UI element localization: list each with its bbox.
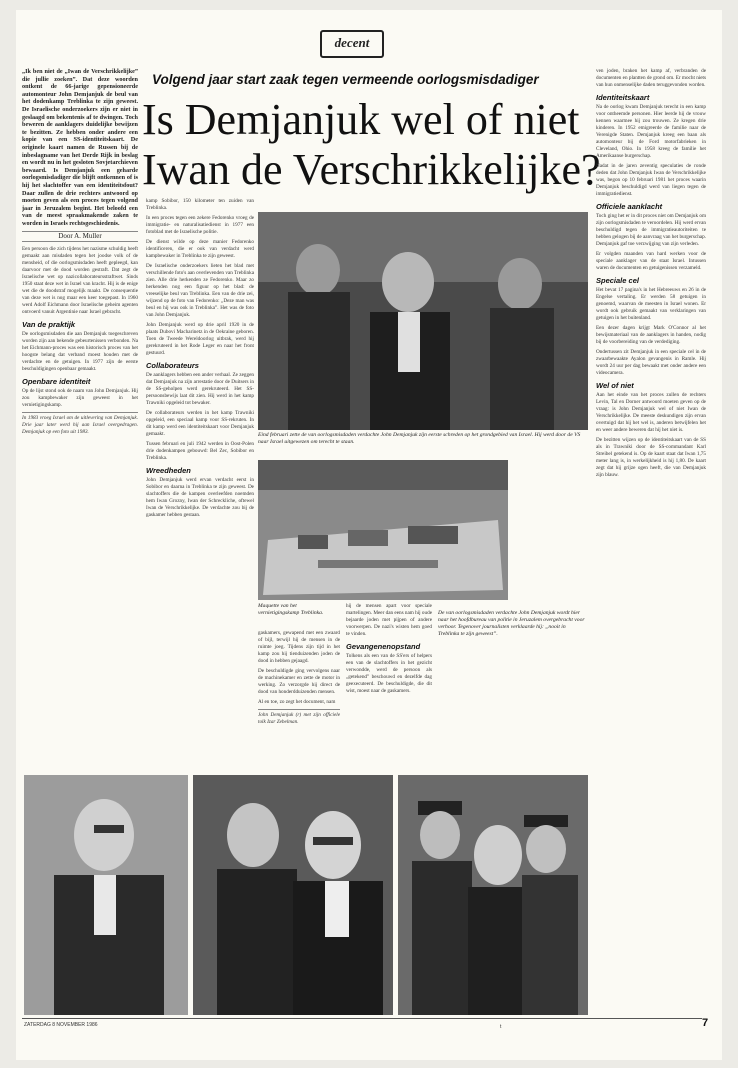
photo-police-escort	[398, 775, 588, 1015]
body-paragraph: Al en toe, zo zegt het document, nam	[258, 699, 336, 705]
body-paragraph: Het bevat 17 pagina's in het Hebreeuws en 26 in de Engelse vertaling. Er werden 58 getuigen in genoemd, waarvan de meesten in Israel wonen. Er wordt ook gebruik gemaakt van verklaringen van getuigen in het buitenland.	[596, 287, 706, 321]
photo-arrival-image	[258, 212, 588, 430]
photo-caption-maquette: Maquette van het vernietigingskamp Treblinka.	[258, 603, 324, 616]
middle-column	[146, 198, 254, 768]
footer-mark: t	[500, 1024, 502, 1030]
body-paragraph: Tussen februari en juli 1942 werden in Oost-Polen drie dodenkampen gebouwd: Bel Zec, Sobibor en Treblinka.	[146, 441, 254, 461]
body-paragraph: Een dezer dagen krijgt Mark O'Connor al het bewijsmateriaal van de aanklagers in handen, nodig bij de voorbereiding van de verdediging.	[596, 325, 706, 345]
photo-caption: In 1983 vroeg Israel om de uitlevering van Demjanjuk. Drie jaar later werd hij aan Israel overgedragen. Demjanjuk op een foto uit 1983.	[22, 412, 138, 436]
body-paragraph: De aanklagers hebben een ander verhaal. Ze zeggen dat Demjanjuk na zijn arrestatie door de Duitsers in de SS-geholpen werd gerekruteerd. Het SS-persoonsbewijs laat dit zien. Hij werd in het kamp Trawniki opgeleid tot bewaker.	[146, 372, 254, 406]
subhead: Officiele aanklacht	[596, 202, 663, 211]
middle-column-3	[346, 603, 432, 770]
body-paragraph: De dienst wilde op deze manier Fedorenko identificeren, die er ook van verdacht werd kampbewaker in Treblinka te zijn geweest.	[146, 239, 254, 259]
subhead: Gevangenenopstand	[346, 642, 421, 651]
left-column	[22, 68, 138, 768]
footer-rule	[22, 1018, 702, 1019]
body-paragraph: De oorlogsmisdaden die aan Demjanjuk toegeschreven worden zijn aan bekende gebeurtenissen verbonden. Na het Eichmann-proces was een historisch proces van het hoogste belang dat verband moest houden met de verdachte en de getuigen. In 1977 zijn de eerste beschuldigingen openbaar gemaakt.	[22, 331, 138, 373]
photo-caption-right: De van oorlogsmisdaden verdachte John Demjanjuk wordt hier naar het hoofdbureau van politie in Jeruzalem overgebracht voor verhoor. Tegenover journalisten verklaarde hij: „nooit in Treblinka te zijn geweest”.	[438, 610, 585, 637]
main-headline: Is Demjanjuk wel of niet Iwan de Verschrikkelijke?	[142, 95, 601, 194]
body-paragraph: Tolkens als een van de SS'ers of helpers een van de slachtoffers in het gezicht verwondde, werd de persoon als „getekend” beschouwd en dezelfde dag geexecuteerd. De beschuldigde, die dit wist, moest naar de gaskamers.	[346, 653, 432, 694]
photo-zebelman	[193, 775, 393, 1015]
middle-column-2	[258, 630, 340, 770]
body-paragraph: John Demjanjuk werd ervan verdacht eerst in Sobibor en daarna in Treblinka te zijn geweest. De slachtoffers die de kampen overleefden noemden hem Iwan Grozny, Iwan der Schreckliche, oftewel Iwan de Verschrikkelijke. De verdachte zou bij de gaskamer hebben gestaan.	[146, 477, 254, 518]
body-paragraph: Nadat in de jaren zeventig speculaties de ronde deden dat John Demjanjuk Iwan de Verschrikkelijke was, begon op 10 februari 1981 het proces waarin Demjanjuk beschuldigd werd van liegen tegen de immigratiedienst.	[596, 163, 706, 197]
body-paragraph: Ondertussen zit Demjanjuk in een speciale cel in de zwaarbewaakte Ayalon gevangenis in Ramle. Hij wordt 24 uur per dag bewaakt met onder andere een videocamera.	[596, 349, 706, 376]
subhead: Identiteitskaart	[596, 93, 650, 102]
body-paragraph: Een persoon die zich tijdens het nazisme schuldig heeft gemaakt aan misdaden tegen het joodse volk of de mensheid, of die oorlogsmisdaden heeft gepleegd, kan daarvoor met de dood worden gestraft. Dat zegt de Israelische wet op nazicollaborateursstraftwet. Sinds 1950 staat deze wet in Israel van kracht. Hij is de enige wet die de doodstraf mogelijk maakt. De consequentie van deze wet is nog maar een keer toegepast. In 1960 werd Adolf Eichmann door Israelische geheim agenten ontvoerd vanuit Argentinie naar Israel gebracht.	[22, 246, 138, 316]
body-paragraph: John Demjanjuk werd op drie april 1920 in de plaats Dubovi Macharinetz in de Oekraine geboren. Toen de Tweede Wereldoorlog uitbrak, werd hij gerekruteerd in het Rode Leger en naar het front gestuurd.	[146, 322, 254, 356]
masthead-logo	[320, 30, 384, 58]
body-paragraph: Na de oorlog kwam Demjanjuk terecht in een kamp voor ontheemde personen. Hier leerde hij de vrouw kennen waarmee hij zou trouwen. Ze kregen drie kinderen. In 1952 emigreerde de familie naar de Verenigde Staten. Demjanjuk kreeg een baan als automonteur bij de Ford motorfabrieken in Cleveland, Ohio. In 1958 kreeg de familie het Amerikaanse burgerschap.	[596, 104, 706, 159]
subhead: Speciale cel	[596, 276, 639, 285]
footer-date: ZATERDAG 8 NOVEMBER 1986	[24, 1022, 98, 1028]
lead-paragraph: „Ik ben niet de „Iwan de Verschrikkelijke” die jullie zoeken”. Dat deze woorden ontkent de 66-jarige gepensioneerde automonteur John Demjanjuk de beul van het dodenkamp Treblinka te zijn geweest. De Israelische onderzoekers zijn er niet in geslaagd om bekentenis af te dwingen. Toch beweren de aanklagers duidelijke bewijzen te bezitten. Ze hebben onder andere een kopie van een SS-identiteitskaart. De originele kaart namen de Russen bij de inbeslagname van het Derde Rijk in beslag en wordt nu in het gesloten Sovjetarchieven bewaard. Is Demjanjuk een geharde oorlogsmisdadiger die blijft ontkennen of is hij het slachtoffer van een identiteitsfout? Daar zullen de drie rechters antwoord op moeten geven als een proces tegen volgend jaar in Jeruzalem begint. Het beloofd een van de meest spraakmakende zaken te worden in Israels rechtsgeschiedenis.	[22, 68, 138, 227]
body-paragraph: Er volgden maanden van hard werken voor de speciale aanklager van de staat Israel. Intussen waren de documenten en getuigenissen verzameld.	[596, 251, 706, 271]
right-column	[596, 68, 706, 1008]
photo-arrival	[258, 212, 588, 430]
subhead: Van de praktijk	[22, 320, 76, 330]
masthead-text: decent	[334, 35, 370, 50]
body-paragraph: De beschuldigde ging vervolgens naar de machinekamer en zette de motor in werking. Zo verzorgde hij direct de dood van honderdduizenden mensen.	[258, 668, 340, 695]
photo-caption-arrival: Eind februari zette de van oorlogsmisdaden verdachte John Demjanjuk zijn eerste schreden op het grondgebied van Israel. Hij werd door de VS naar Israel uitgewezen om terecht te staan.	[258, 432, 581, 445]
body-paragraph: Toch ging het er in dit proces niet om Demjanjuk om zijn oorlogsmisdaden te veroordelen. Hij werd ervan beschuldigd tegen de immigratieautoriteiten te hebben gelogen bij de aanvraag van het burgerschap. Demjanjuk gaf toe verzwijging van zijn verleden.	[596, 213, 706, 247]
subhead: Collaborateurs	[146, 361, 199, 370]
page-number: 7	[702, 1017, 709, 1029]
subhead: Openbare identiteit	[22, 377, 91, 387]
deck-headline: Volgend jaar start zaak tegen vermeende oorlogsmisdadiger	[152, 72, 539, 87]
body-paragraph: kamp Sobibor, 150 kilometer ten zuiden van Treblinka.	[146, 198, 254, 211]
body-paragraph: hij de mensen apart voor speciale martelingen. Meer dan eens nam hij oude bejaarde joden met pijpen of andere voorwerpen. De nazi's wisten hem goed te vinden.	[346, 603, 432, 637]
byline: Door A. Muller	[22, 231, 138, 242]
photo-maquette	[258, 460, 508, 600]
body-paragraph: De bezitten wijzen op de identiteitskaart van de SS als in Trawniki door de SS-commandant Karl Streibel getekend is. Op de kaart staat dat Iwan 1,75 meter lang is, in werkelijkheid is hij 1,80. De kaart zegt dat hij grijze ogen heeft, die van Demjanjuk zijn blauw.	[596, 437, 706, 478]
photo-demjanjuk-1983	[24, 775, 188, 1015]
subhead: Wel of niet	[596, 381, 634, 390]
body-paragraph: De collaborateurs werden in het kamp Trawniki opgeleid, een speciaal kamp voor SS-rekruten. In dit kamp werd een identiteitskaart voor Demjanjuk gemaakt.	[146, 410, 254, 437]
subhead: Wreedheden	[146, 466, 191, 475]
body-paragraph: Op de lijst stond ook de naam van John Demjanjuk. Hij zou kampbewaker zijn geweest in het vernietigingskamp.	[22, 388, 138, 409]
body-paragraph: Aan het einde van het proces zullen de rechters Levin, Tal en Dorner antwoord moeten geven op de vraag: is John Demjanjuk wel of niet Iwan de Verschrikkelijke. De meeste deskundigen zijn ervan overtuigd dat hij het wel is, anderen betwijfelen het en weer andere beweren dat hij het niet is.	[596, 392, 706, 433]
photo-caption-zebelman: John Demjanjuk (r) met zijn officiele tolk Izar Zebelman.	[258, 709, 340, 726]
photo-police-escort-image	[398, 775, 588, 1015]
photo-demjanjuk-1983-image	[24, 775, 188, 1015]
body-paragraph: De Israelische onderzoekers lieten het blad met verschillende foto's aan overlevenden van Treblinka zien. Alle drie herkenden ze Fedorenko. Maar zo herkenden nog een figuur op het blad: de vreeselijke beul van Treblinka. Een van de drie zei, wijzend op de foto van Fedorenko: „Deze man was beul en hij was ook in Treblinka”. Het was de foto van John Demjanjuk.	[146, 263, 254, 318]
body-paragraph: gaskamers, gewapend met een zwaard of bijl, terwijl hij de mensen in de ruimte joeg. Tijdens zijn tijd in het kamp zou hij tienduizenden joden de dood in hebben gejaagd.	[258, 630, 340, 664]
body-paragraph: ven joden, braken het kamp af, verbranden de documenten en plantten de grond om. Er mocht niets van hun onmenselijke daden teruggevonden worden.	[596, 68, 706, 88]
photo-maquette-image	[258, 460, 508, 600]
body-paragraph: In een proces tegen een zekere Fedorenko vroeg de immigratie- en naturalisatiedienst in 1977 een fotoblad met de Israelische politie.	[146, 215, 254, 235]
photo-zebelman-image	[193, 775, 393, 1015]
